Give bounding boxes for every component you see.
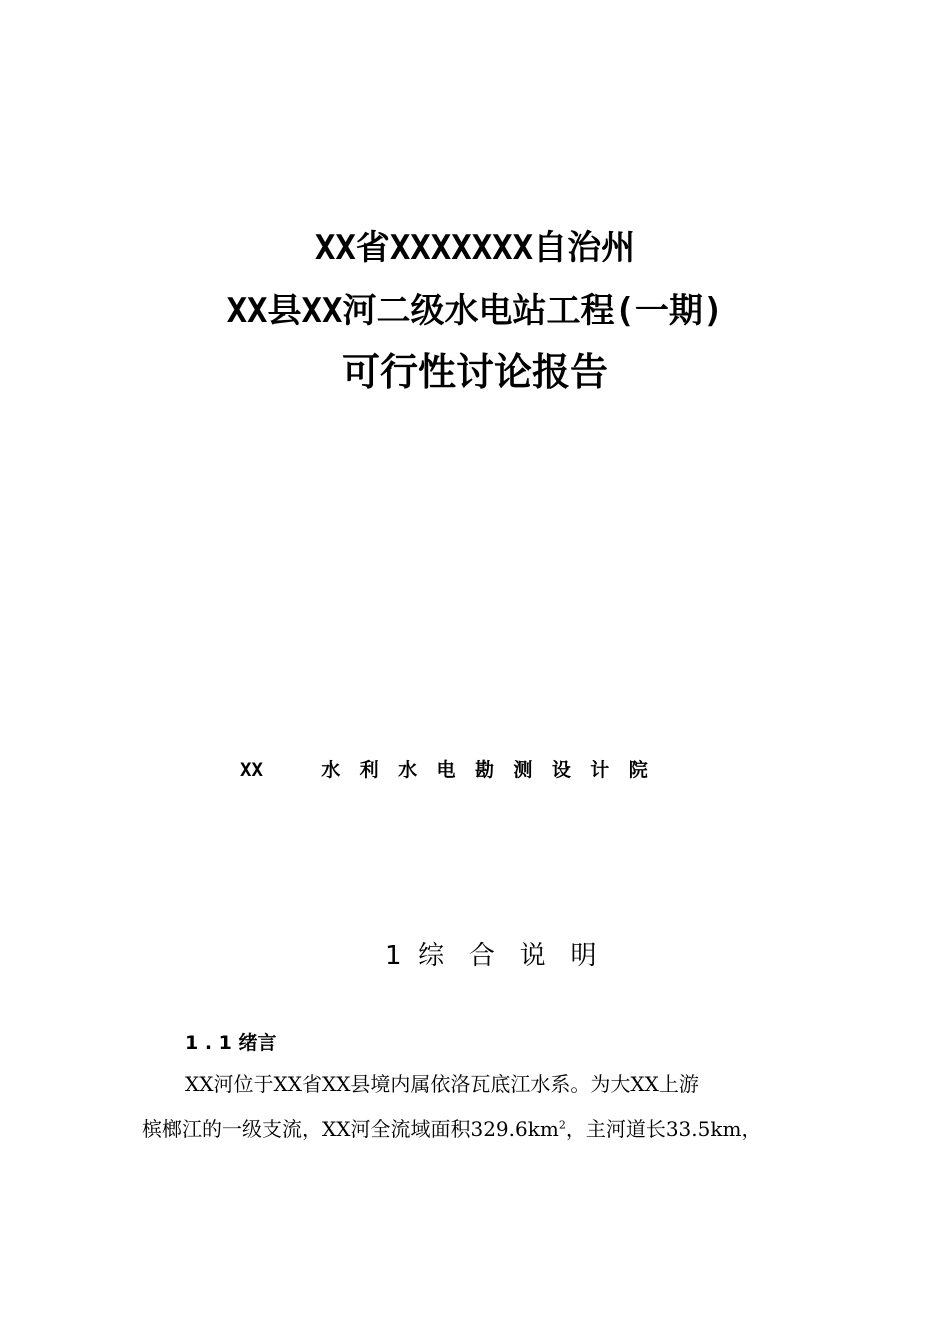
paragraph-line-2-text: 槟榔江的一级支流，XX河全流域面积329.6km <box>142 1117 559 1141</box>
report-title-line-2: XX县XX河二级水电站工程(一期) <box>226 291 724 331</box>
paragraph-line-2 <box>142 1114 761 1144</box>
paragraph-line-2-tail: ，主河道长33.5km， <box>565 1117 762 1141</box>
area-unit-superscript: 2 <box>558 1118 566 1132</box>
chapter-heading: 1 综 合 说 明 <box>385 941 597 971</box>
section-heading: 1 . 1 绪言 <box>185 1032 277 1054</box>
report-title-line-3: 可行性讨论报告 <box>341 350 608 394</box>
organization-name: XX 水 利 水 电 勘 测 设 计 院 <box>240 759 648 781</box>
report-title-line-1: XX省XXXXXXX自治州 <box>314 228 636 268</box>
paragraph-line-1: XX河位于XX省XX县境内属依洛瓦底江水系。为大XX上游 <box>185 1072 699 1096</box>
